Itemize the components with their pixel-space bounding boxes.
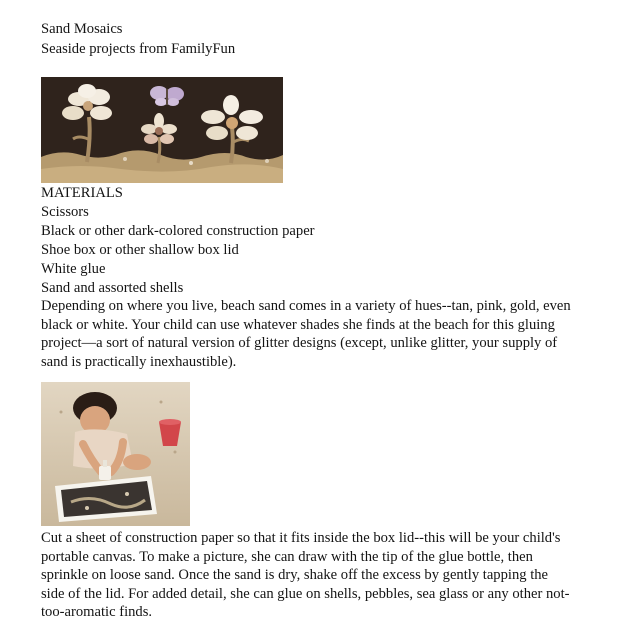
materials-item: Black or other dark-colored construction paper	[41, 223, 315, 239]
instructions-line: Cut a sheet of construction paper so that it fits inside the box lid--this will be your child's	[41, 530, 561, 546]
intro-line: black or white. Your child can use whatever shades she finds at the beach for this gluing	[41, 316, 555, 333]
child-photo-illustration	[41, 382, 190, 526]
materials-item: Scissors	[41, 204, 89, 220]
materials-item: White glue	[41, 261, 106, 277]
instructions-line: portable canvas. To make a picture, she can draw with the tip of the glue bottle, then	[41, 548, 533, 565]
instructions-line: too-aromatic finds.	[41, 604, 153, 621]
materials-heading: MATERIALS	[41, 185, 123, 201]
mosaic-illustration	[41, 77, 283, 183]
intro-line: Depending on where you live, beach sand comes in a variety of hues--tan, pink, gold, even	[41, 298, 571, 314]
page-subtitle: Seaside projects from FamilyFun	[41, 41, 236, 57]
instructions-line: sprinkle on loose sand. Once the sand is dry, shake off the excess by gently tapping the	[41, 567, 549, 584]
child-beach-photo	[41, 382, 190, 526]
instructions-paragraph	[41, 529, 601, 622]
intro-line: project—a sort of natural version of glitter designs (except, unlike glitter, your supply of	[41, 335, 558, 352]
materials-item: Shoe box or other shallow box lid	[41, 242, 239, 258]
instructions-line: side of the lid. For added detail, she can glue on shells, pebbles, sea glass or any other not-	[41, 585, 570, 602]
intro-paragraph	[41, 297, 601, 371]
materials-item: Sand and assorted shells	[41, 280, 184, 296]
page-title: Sand Mosaics	[41, 21, 123, 37]
intro-line: sand is practically inexhaustible).	[41, 353, 237, 370]
sand-mosaic-photo	[41, 77, 283, 183]
